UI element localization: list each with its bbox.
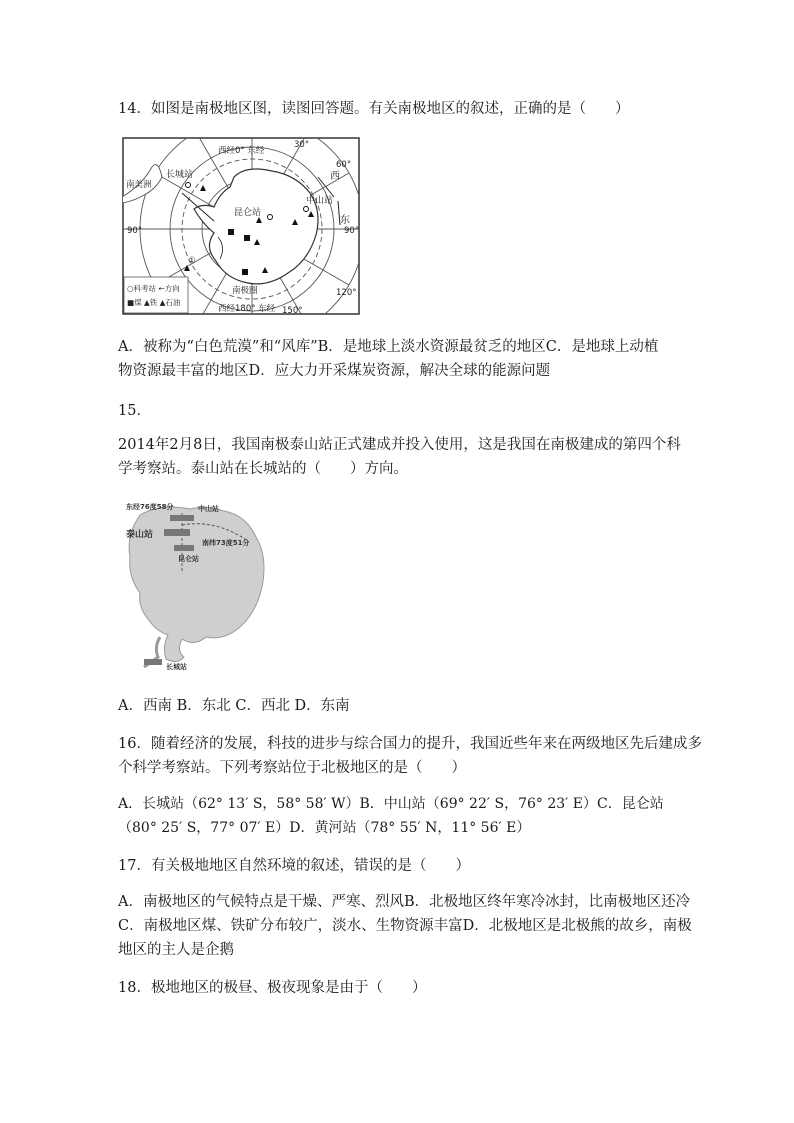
changcheng-station-marker [144, 659, 162, 665]
deg90-left-label: 90° [127, 226, 143, 236]
latitude-label: 南纬73度51分 [202, 539, 250, 547]
q14-options-line-2: 物资源最丰富的地区D．应大力开采煤炭资源，解决全球的能源问题 [118, 363, 551, 379]
deg120-label: 120° [336, 288, 357, 298]
antarctic-circle-label: 南极圈 [232, 286, 258, 296]
longitude-label: 东经76度58分 [126, 503, 174, 511]
deg150-label: 150° [282, 306, 303, 315]
q15-stem-line-2: 学考察站。泰山站在长城站的（ ）方向。 [118, 461, 408, 477]
map-legend [124, 277, 188, 313]
deg30-label: 30° [294, 140, 310, 150]
changcheng-label: 长城站 [166, 170, 194, 180]
coal-symbol [228, 229, 234, 235]
deg60-label: 60° [336, 160, 352, 170]
zhongshan-label: 中山站 [306, 196, 334, 206]
zhongshan-station-icon [304, 207, 309, 212]
q15-number: 15． [118, 403, 151, 419]
zhongshan-label: 中山站 [198, 505, 219, 513]
kunlun-label: 昆仑站 [234, 208, 262, 218]
east-label: 东 [340, 215, 350, 226]
top-longitude-label: 西经0° 东经 [218, 146, 265, 156]
taishan-station-marker [164, 529, 190, 536]
q14-options-line-1: A．被称为“白色荒漠”和“风库”B．是地球上淡水资源最贫乏的地区C．是地球上动植 [118, 339, 659, 355]
q18-stem: 18．极地地区的极昼、极夜现象是由于（ ） [118, 980, 427, 996]
q15-options: A．西南 B．东北 C．西北 D．东南 [118, 698, 350, 714]
zhongshan-station-marker [170, 515, 194, 521]
q16-options-line-1: A．长城站（62° 13′ S，58° 58′ W）B．中山站（69° 22′ S，76° 23′ E）C．昆仑站 [118, 796, 664, 812]
bottom-longitude-label: 西经180° 东经 [218, 304, 276, 314]
deg90-right-label: 90° [344, 226, 360, 236]
legend-row-2: ■煤 ▲铁 ▲石油 [127, 298, 181, 307]
q15-stem-line-1: 2014年2月8日，我国南极泰山站正式建成并投入使用，这是我国在南极建成的第四个科 [118, 437, 681, 453]
kunlun-station-marker [174, 545, 194, 551]
q16-options-line-2: （80° 25′ S，77° 07′ E）D．黄河站（78° 55′ N，11° 56′ E） [118, 820, 531, 836]
q14-stem: 14．如图是南极地区图，读图回答题。有关南极地区的叙述，正确的是（ ） [118, 101, 630, 117]
changcheng-label: 长城站 [166, 663, 187, 671]
kunlun-label: 昆仑站 [178, 555, 199, 563]
q16-stem-line-2: 个科学考察站。下列考察站位于北极地区的是（ ） [118, 760, 466, 776]
coal-symbol [242, 269, 248, 275]
south-america-label: 南美洲 [126, 180, 152, 190]
q17-stem: 17．有关极地地区自然环境的叙述，错误的是（ ） [118, 858, 470, 874]
q15-antarctic-map [120, 497, 270, 675]
coal-symbol [244, 235, 250, 241]
taishan-label: 泰山站 [126, 530, 154, 540]
kunlun-station-icon [268, 215, 273, 220]
changcheng-station-icon [186, 183, 191, 188]
q16-stem-line-1: 16．随着经济的发展，科技的进步与综合国力的提升，我国近些年来在两级地区先后建成多 [118, 736, 702, 752]
q14-antarctic-map [122, 137, 360, 315]
q17-options-line-2: C．南极地区煤、铁矿分布较广，淡水、生物资源丰富D．北极地区是北极熊的故乡，南极 [118, 918, 692, 934]
west-label: 西 [330, 171, 340, 182]
q17-options-line-3: 地区的主人是企鹅 [118, 942, 234, 958]
legend-row-1: ○科考站 ←方向 [127, 284, 180, 293]
q17-options-line-1: A．南极地区的气候特点是干燥、严寒、烈风B．北极地区终年寒冷冰封，比南极地区还冷 [118, 894, 691, 910]
marker-1: ① [188, 256, 196, 266]
